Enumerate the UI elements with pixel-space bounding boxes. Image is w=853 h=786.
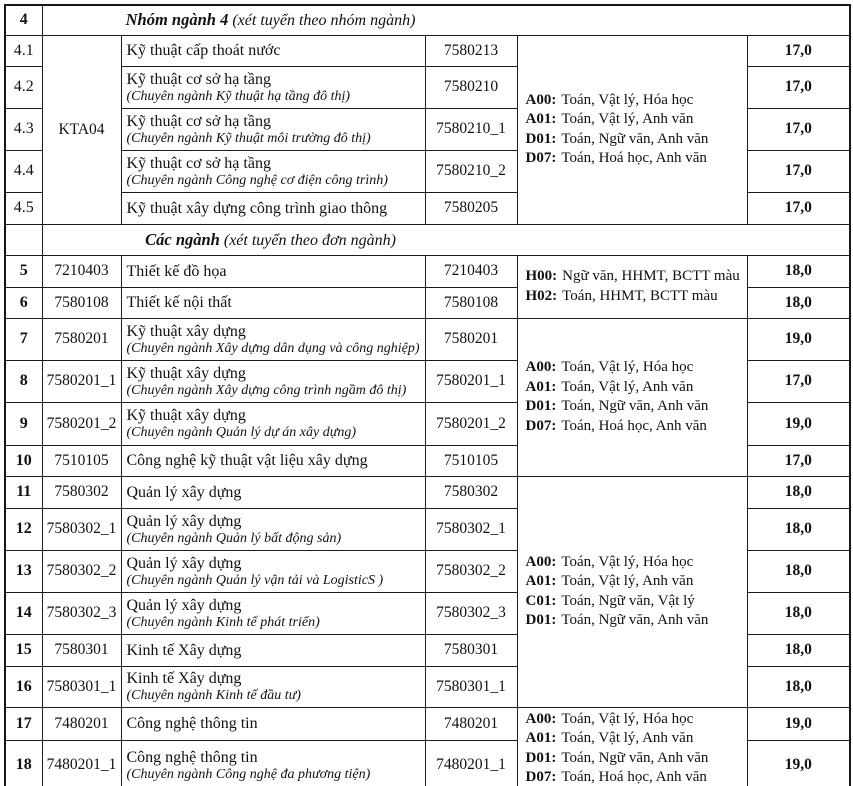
stt-cell: 4.1 [5, 35, 42, 66]
group-code-cell: 7510105 [42, 445, 121, 476]
major-code-cell: 7580201_1 [425, 360, 517, 402]
combination-line: A00: Toán, Vật lý, Hóa học [525, 710, 694, 727]
stt-cell: 4 [5, 5, 42, 35]
stt-cell: 6 [5, 287, 42, 318]
combination-line: D01: Toán, Ngữ văn, Anh văn [525, 749, 709, 766]
major-subname: (Chuyên ngành Kỹ thuật hạ tầng đô thị) [126, 88, 351, 104]
major-name: Thiết kế nội thất [126, 294, 232, 311]
table-row-11 [5, 476, 850, 508]
major-name: Công nghệ kỹ thuật vật liệu xây dựng [126, 452, 368, 469]
stt-cell: 16 [5, 666, 42, 707]
section-title: Nhóm ngành 4 [125, 10, 229, 30]
stt-cell: 14 [5, 592, 42, 634]
stt-cell: 15 [5, 634, 42, 666]
group-code-cell: 7480201 [42, 707, 121, 740]
stt-cell [5, 224, 42, 255]
score-cell: 17,0 [747, 445, 850, 476]
score-cell: 18,0 [747, 508, 850, 550]
major-name-cell [121, 108, 425, 150]
major-name-cell [121, 666, 425, 707]
major-name-cell [121, 287, 425, 318]
major-code-cell: 7580205 [425, 192, 517, 224]
combination-line: A00: Toán, Vật lý, Hóa học [525, 91, 694, 108]
major-subname: (Chuyên ngành Kinh tế phát triển) [126, 614, 320, 630]
combination-cell [517, 707, 747, 786]
group-code-cell: 7580302 [42, 476, 121, 508]
score-cell: 19,0 [747, 740, 850, 786]
group-code-cell: 7580201 [42, 318, 121, 360]
section-subtitle: (xét tuyển theo nhóm ngành) [232, 12, 416, 30]
group-code-cell: 7580302_2 [42, 550, 121, 592]
major-subname: (Chuyên ngành Xây dựng dân dụng và công nghiệp) [126, 340, 420, 356]
stt-cell: 12 [5, 508, 42, 550]
major-name: Kinh tế Xây dựng [126, 641, 242, 659]
section-title-wrap [48, 230, 494, 250]
table-row-4-1 [5, 35, 850, 66]
major-code-cell: 7210403 [425, 255, 517, 287]
major-name: Kỹ thuật cơ sở hạ tầng [126, 154, 271, 172]
major-name: Kỹ thuật xây dựng [126, 407, 246, 424]
combination-line: D07: Toán, Hoá học, Anh văn [525, 769, 707, 785]
combination-line: A01: Toán, Vật lý, Anh văn [525, 573, 694, 589]
group-code-cell: 7210403 [42, 255, 121, 287]
major-name-cell [121, 255, 425, 287]
stt-cell: 17 [5, 707, 42, 740]
score-cell: 18,0 [747, 255, 850, 287]
major-name-cell [121, 634, 425, 666]
major-name: Kỹ thuật xây dựng công trình giao thông [126, 199, 388, 217]
combination-line: A01: Toán, Vật lý, Anh văn [525, 111, 694, 127]
major-name: Kinh tế Xây dựng [126, 670, 242, 687]
score-cell: 18,0 [747, 287, 850, 318]
stt-cell: 8 [5, 360, 42, 402]
major-code-cell: 7510105 [425, 445, 517, 476]
major-name: Quản lý xây dựng [126, 596, 242, 614]
combination-line: D07: Toán, Hoá học, Anh văn [525, 150, 707, 166]
major-code-cell: 7580108 [425, 287, 517, 318]
section-title-cell [42, 5, 850, 35]
section-header-row-group4 [5, 5, 850, 35]
stt-cell: 9 [5, 402, 42, 445]
combination-line: D01: Toán, Ngữ văn, Anh văn [525, 398, 709, 414]
stt-cell: 4.2 [5, 66, 42, 108]
major-name: Quản lý xây dựng [126, 554, 242, 572]
major-subname: (Chuyên ngành Quản lý dự án xây dựng) [126, 425, 357, 440]
score-cell: 18,0 [747, 476, 850, 508]
score-cell: 18,0 [747, 550, 850, 592]
major-subname: (Chuyên ngành Kinh tế đầu tư) [126, 688, 301, 703]
major-name-cell [121, 445, 425, 476]
score-cell: 17,0 [747, 35, 850, 66]
major-code-cell: 7580201_2 [425, 402, 517, 445]
section-subtitle: (xét tuyển theo đơn ngành) [223, 231, 396, 249]
combination-line: C01: Toán, Ngữ văn, Vật lý [525, 592, 695, 609]
major-code-cell: 7580302_1 [425, 508, 517, 550]
major-code-cell: 7580210_1 [425, 108, 517, 150]
major-name-cell [121, 508, 425, 550]
major-name: Quản lý xây dựng [126, 483, 242, 501]
major-name: Kỹ thuật xây dựng [126, 322, 246, 340]
score-cell: 18,0 [747, 634, 850, 666]
score-cell: 19,0 [747, 402, 850, 445]
major-code-cell: 7580213 [425, 35, 517, 66]
combination-line: H00: Ngữ văn, HHMT, BCTT màu [525, 268, 740, 284]
major-name: Kỹ thuật cơ sở hạ tầng [126, 112, 271, 130]
table-row-17 [5, 707, 850, 740]
major-subname: (Chuyên ngành Xây dựng công trình ngầm đô thị) [126, 382, 407, 398]
stt-cell: 4.5 [5, 192, 42, 224]
major-name-cell [121, 192, 425, 224]
table-row-7 [5, 318, 850, 360]
admission-table [4, 4, 851, 786]
score-cell: 17,0 [747, 192, 850, 224]
major-name-cell [121, 318, 425, 360]
section-title: Các ngành [145, 229, 220, 249]
major-code-cell: 7580301 [425, 634, 517, 666]
score-cell: 19,0 [747, 707, 850, 740]
major-subname: (Chuyên ngành Quản lý vận tải và LogisticS ) [126, 572, 384, 588]
major-name: Kỹ thuật cơ sở hạ tầng [126, 70, 271, 88]
score-cell: 17,0 [747, 150, 850, 192]
combination-line: D01: Toán, Ngữ văn, Anh văn [525, 130, 709, 147]
combination-line: A01: Toán, Vật lý, Anh văn [525, 378, 694, 395]
stt-cell: 13 [5, 550, 42, 592]
stt-cell: 5 [5, 255, 42, 287]
major-name: Công nghệ thông tin [126, 748, 258, 766]
major-subname: (Chuyên ngành Công nghệ cơ điện công trình) [126, 172, 388, 188]
major-name: Thiết kế đồ họa [126, 262, 227, 280]
major-code-cell: 7580210 [425, 66, 517, 108]
combination-line: D07: Toán, Hoá học, Anh văn [525, 417, 707, 434]
combination-cell [517, 476, 747, 707]
major-name-cell [121, 150, 425, 192]
score-cell: 18,0 [747, 666, 850, 707]
combination-line: H02: Toán, HHMT, BCTT màu [525, 287, 718, 304]
score-cell: 17,0 [747, 108, 850, 150]
section-header-row-singles [5, 224, 850, 255]
major-subname: (Chuyên ngành Kỹ thuật môi trường đô thị) [126, 130, 371, 146]
major-name: Công nghệ thông tin [126, 715, 258, 733]
major-code-cell: 7580210_2 [425, 150, 517, 192]
major-name: Quản lý xây dựng [126, 512, 242, 530]
group-code-cell: KTA04 [42, 35, 121, 224]
major-name-cell [121, 360, 425, 402]
major-subname: (Chuyên ngành Quản lý bất động sản) [126, 530, 342, 546]
combination-cell [517, 35, 747, 224]
group-code-cell: 7580301 [42, 634, 121, 666]
score-cell: 19,0 [747, 318, 850, 360]
combination-cell [517, 255, 747, 318]
score-cell: 18,0 [747, 592, 850, 634]
stt-cell: 18 [5, 740, 42, 786]
major-code-cell: 7580301_1 [425, 666, 517, 707]
combination-line: A00: Toán, Vật lý, Hóa học [525, 359, 694, 375]
major-name: Kỹ thuật xây dựng [126, 364, 246, 382]
major-name-cell [121, 592, 425, 634]
major-code-cell: 7580302_2 [425, 550, 517, 592]
major-code-cell: 7480201 [425, 707, 517, 740]
group-code-cell: 7580108 [42, 287, 121, 318]
section-title-wrap [48, 10, 494, 30]
stt-cell: 4.4 [5, 150, 42, 192]
group-code-cell: 7580302_3 [42, 592, 121, 634]
major-name-cell [121, 476, 425, 508]
stt-cell: 7 [5, 318, 42, 360]
major-name-cell [121, 550, 425, 592]
major-code-cell: 7580201 [425, 318, 517, 360]
major-code-cell: 7580302_3 [425, 592, 517, 634]
major-name-cell [121, 35, 425, 66]
combination-line: D01: Toán, Ngữ văn, Anh văn [525, 612, 709, 628]
combination-line: A00: Toán, Vật lý, Hóa học [525, 553, 694, 570]
score-cell: 17,0 [747, 360, 850, 402]
stt-cell: 10 [5, 445, 42, 476]
major-code-cell: 7480201_1 [425, 740, 517, 786]
major-name-cell [121, 707, 425, 740]
score-cell: 17,0 [747, 66, 850, 108]
major-subname: (Chuyên ngành Công nghệ đa phương tiện) [126, 766, 371, 782]
group-code-cell: 7580201_2 [42, 402, 121, 445]
group-code-cell: 7580201_1 [42, 360, 121, 402]
stt-cell: 11 [5, 476, 42, 508]
group-code-cell: 7580301_1 [42, 666, 121, 707]
major-code-cell: 7580302 [425, 476, 517, 508]
table-row-5 [5, 255, 850, 287]
combination-cell [517, 318, 747, 476]
group-code-cell: 7480201_1 [42, 740, 121, 786]
section-title-cell [42, 224, 850, 255]
major-name-cell [121, 66, 425, 108]
major-name: Kỹ thuật cấp thoát nước [126, 42, 281, 59]
major-name-cell [121, 740, 425, 786]
major-name-cell [121, 402, 425, 445]
group-code-cell: 7580302_1 [42, 508, 121, 550]
stt-cell: 4.3 [5, 108, 42, 150]
combination-line: A01: Toán, Vật lý, Anh văn [525, 730, 694, 746]
